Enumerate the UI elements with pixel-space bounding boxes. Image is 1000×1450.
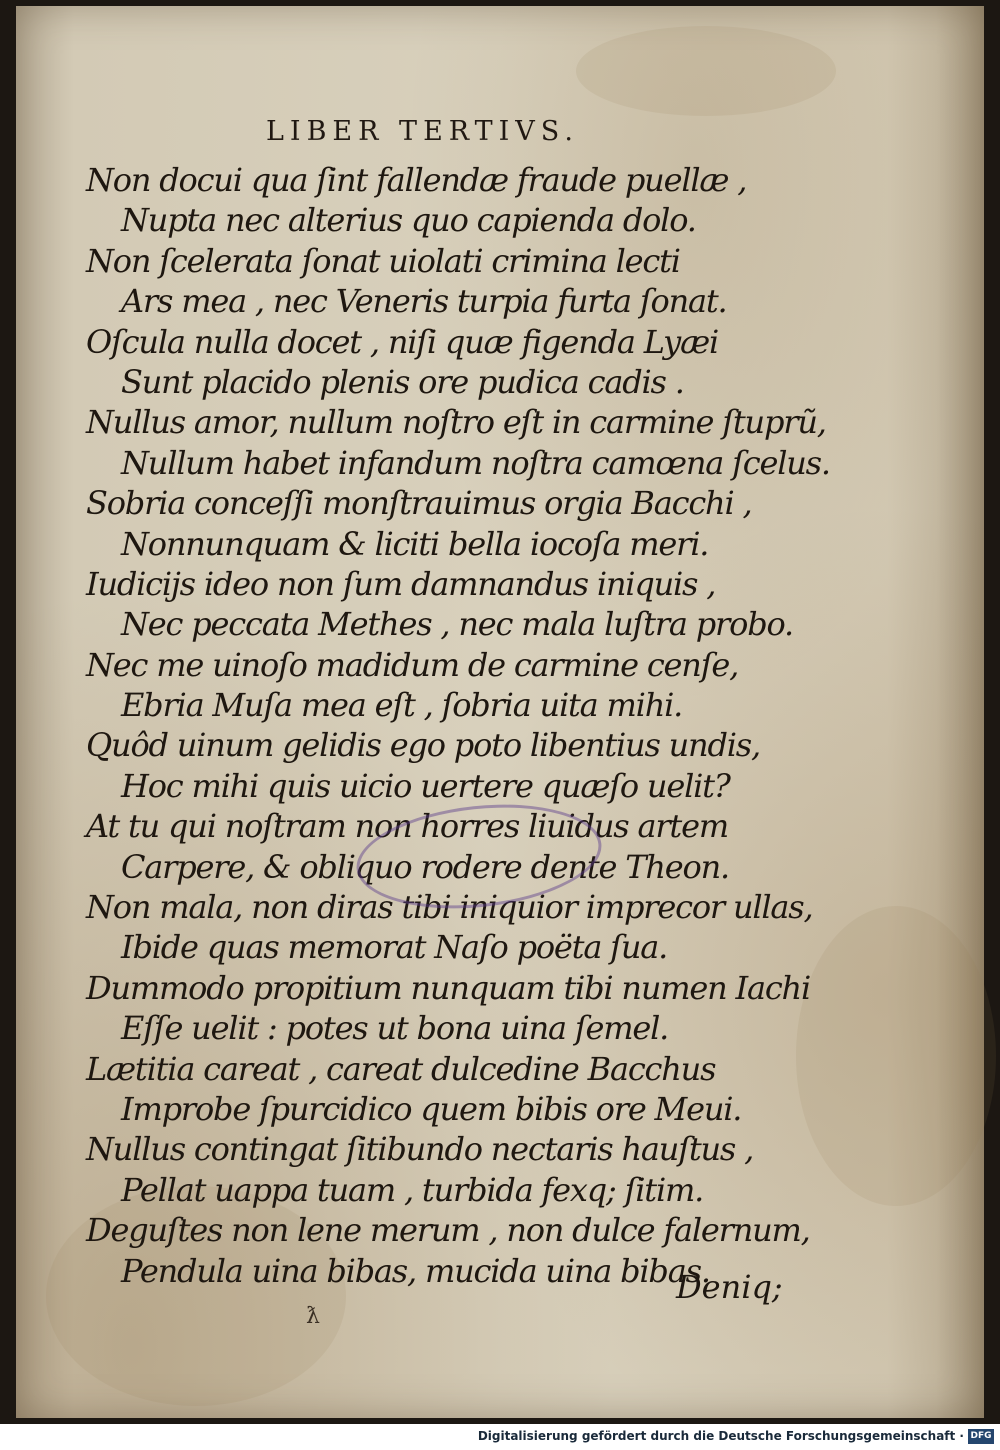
verse-line: Sobria conceſſi monſtrauimus orgia Bacchi ,: [86, 484, 752, 523]
verse-line: At tu qui noſtram non horres liuidus artem: [86, 807, 728, 846]
verse-line: Improbe ſpurcidico quem bibis ore Meui.: [121, 1089, 742, 1128]
verse-line: Ebria Muſa mea eſt , ſobria uita mihi.: [121, 686, 683, 725]
verse-line: Lætitia careat , careat dulcedine Bacchus: [86, 1049, 716, 1088]
verse-line: Nec me uinoſo madidum de carmine cenſe,: [86, 645, 739, 684]
verse-line: Eſſe uelit : potes ut bona uina ſemel.: [121, 1009, 669, 1048]
verse-line: Iudicijs ideo non ſum damnandus iniquis ,: [86, 564, 716, 603]
verse-line: Dummodo propitium nunquam tibi numen Iachi: [86, 968, 810, 1007]
verse-line: Ibide quas memorat Naſo poëta ſua.: [121, 928, 668, 967]
verse-line: Non docui qua ſint fallendæ fraude puellæ ,: [86, 161, 747, 199]
verse-line: Pendula uina bibas, mucida uina bibas.: [121, 1251, 710, 1290]
verse-line: Nullum habet infandum noſtra camœna ſcelus.: [121, 443, 830, 482]
verse-line: Sunt placido plenis ore pudica cadis .: [121, 362, 684, 401]
verse-line: Deguſtes non lene merum , non dulce falernum,: [86, 1211, 810, 1250]
verse-line: Ars mea , nec Veneris turpia furta ſonat.: [121, 282, 727, 321]
poem-text-block: [16, 160, 984, 1291]
verse-line: Hoc mihi quis uicio uertere quæſo uelit?: [121, 766, 730, 805]
verse-line: Nullus contingat ſitibundo nectaris hauſtus ,: [86, 1130, 754, 1169]
verse-line: Pellat uappa tuam , turbida fexq; ſitim.: [121, 1170, 704, 1209]
verse-line: Nonnunquam & liciti bella iocoſa meri.: [121, 524, 709, 563]
verse-line: Nupta nec alterius quo capienda dolo.: [121, 201, 696, 240]
paper-stain: [576, 26, 836, 116]
running-head: LIBER TERTIVS.: [266, 116, 579, 147]
margin-mark: ƛ: [306, 1304, 320, 1329]
funding-credit: Digitalisierung gefördert durch die Deutsche Forschungsgemeinschaft ·: [477, 1429, 964, 1443]
catchword: Deniq;: [676, 1268, 783, 1306]
verse-line: Non ſcelerata ſonat uiolati crimina lecti: [86, 241, 680, 280]
digitization-footer: [0, 1424, 1000, 1450]
verse-line: Quôd uinum gelidis ego poto libentius undis,: [86, 726, 760, 765]
verse-line: Nec peccata Methes , nec mala luſtra probo.: [121, 605, 793, 644]
book-page: [16, 6, 984, 1418]
verse-line: Nullus amor, nullum noſtro eſt in carmine ſtuprũ,: [86, 403, 826, 442]
verse-line: Carpere, & obliquo rodere dente Theon.: [121, 847, 729, 886]
dfg-logo-icon: DFG: [968, 1429, 994, 1444]
verse-line: Non mala, non diras tibi iniquior imprecor ullas,: [86, 888, 813, 927]
verse-line: Oſcula nulla docet , niſi quæ figenda Lyæi: [86, 322, 718, 361]
